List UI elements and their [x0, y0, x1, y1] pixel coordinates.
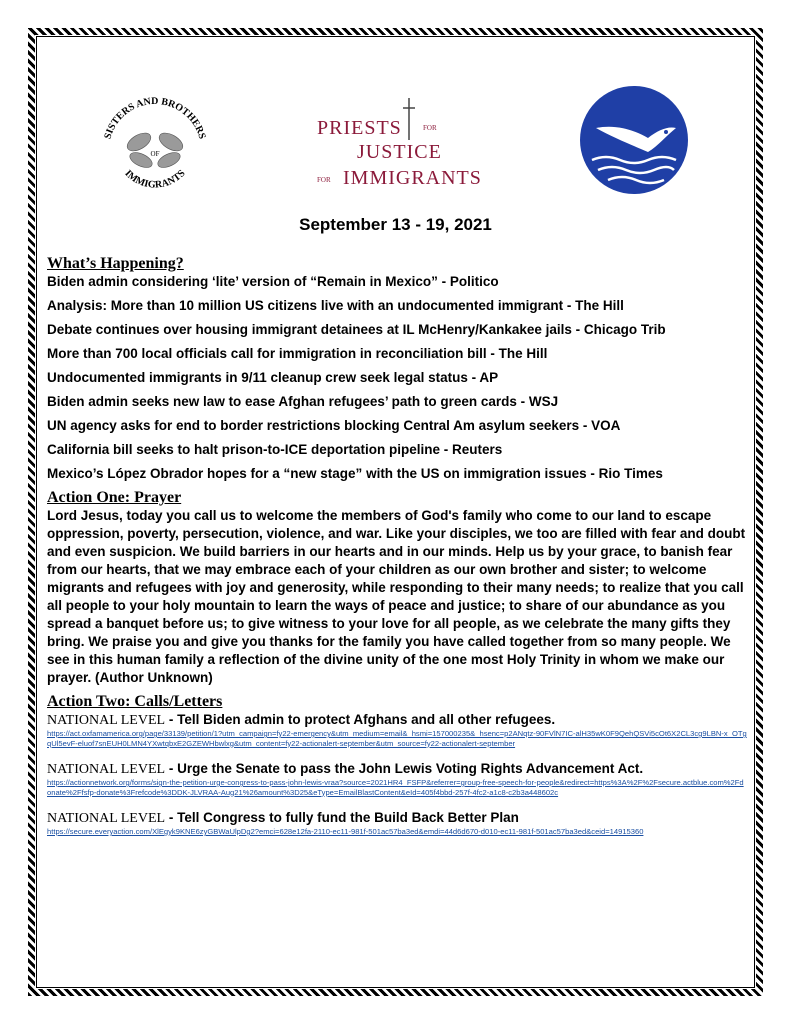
logo-priests-text: PRIESTS — [317, 117, 402, 139]
whats-happening-heading: What’s Happening? — [47, 255, 184, 272]
svg-text:SISTERS AND BROTHERS — [102, 96, 207, 141]
news-item: Debate continues over housing immigrant detainees at IL McHenry/Kankakee jails - Chicago Trib — [47, 322, 666, 337]
cross-icon — [403, 98, 415, 140]
logo-row — [0, 80, 791, 210]
action-two-heading: Action Two: Calls/Letters — [47, 693, 223, 710]
whats-happening-section — [47, 255, 747, 482]
call-text: - Tell Congress to fully fund the Build Back Better Plan — [165, 810, 519, 825]
action-one-section — [47, 489, 747, 687]
call-item — [47, 711, 747, 748]
logo-immigrants-text: IMMIGRANTS — [343, 167, 482, 189]
news-item: Biden admin considering ‘lite’ version of “Remain in Mexico” - Politico — [47, 274, 499, 289]
call-text: - Urge the Senate to pass the John Lewis Voting Rights Advancement Act. — [165, 761, 644, 776]
call-level: NATIONAL LEVEL — [47, 811, 166, 826]
news-item: Biden admin seeks new law to ease Afghan refugees’ path to green cards - WSJ — [47, 394, 559, 409]
dove-logo — [578, 84, 690, 196]
logo-for-text-1: FOR — [423, 124, 437, 132]
call-link[interactable]: https://secure.everyaction.com/XlEgyk9KNE6zyGBWaUlpDg2?emci=628e12fa-2110-ec11-981f-501ac57ba3ed&emdi=44d6d670-d010-ec11-981f-501ac57ba3ed&ceid=14915360 — [47, 827, 644, 836]
svg-text:IMMIGRANTS — [122, 168, 187, 191]
call-level: NATIONAL LEVEL — [47, 713, 166, 728]
news-item: Analysis: More than 10 million US citizens live with an undocumented immigrant - The Hill — [47, 298, 624, 313]
news-item: California bill seeks to halt prison-to-ICE deportation pipeline - Reuters — [47, 442, 503, 457]
call-link[interactable]: https://act.oxfamamerica.org/page/33139/petition/1?utm_campaign=fy22-emergency&utm_medium=email&_hsmi=157000235&_hsenc=p2ANqtz-90FVlN7IC-alH35wK0F9QehQSVi5cOt6X2CL3cg9LBN-x_OTgqUl5evF-eluof7snEUH0LMN4YXwtqbxE2GZEWHbwlxg&utm_content=fy22-actionalert-september&utm_source=fy22-actionalert-september — [47, 729, 747, 748]
logo-text-top: SISTERS AND BROTHERS — [102, 95, 208, 141]
sisters-brothers-logo — [95, 86, 215, 206]
call-link[interactable]: https://actionnetwork.org/forms/sign-the-petition-urge-congress-to-pass-john-lewis-vraa?source=2021HR4_FSFP&referrer=group-free-speech-for-people&redirect=https%3A%2F%2Fsecure.actblue.com%2Fdonate%2Ffsfp-donate%3Frefcode%3DDK-JLVRAA-Aug21%26amount%3D25&eType=EmailBlastContent&eId=405f4bbd-257f-4fc2-a1c8-c2b3a448602c — [47, 778, 744, 797]
call-item — [47, 809, 747, 837]
logo-justice-text: JUSTICE — [357, 141, 442, 163]
call-title — [47, 760, 747, 778]
main-content — [47, 255, 747, 849]
call-title — [47, 809, 747, 827]
date-range: September 13 - 19, 2021 — [299, 215, 492, 234]
logo-for-text-2: FOR — [317, 176, 331, 184]
news-item: Mexico’s López Obrador hopes for a “new stage” with the US on immigration issues - Rio Times — [47, 466, 663, 481]
call-title — [47, 711, 747, 729]
logo-text-mid: OF — [150, 150, 160, 158]
news-item: UN agency asks for end to border restrictions blocking Central Am asylum seekers - VOA — [47, 418, 621, 433]
news-item: Undocumented immigrants in 9/11 cleanup crew seek legal status - AP — [47, 370, 499, 385]
call-text: - Tell Biden admin to protect Afghans and all other refugees. — [165, 712, 556, 727]
prayer-text: Lord Jesus, today you call us to welcome the members of God's family who come to our land to escape oppression, poverty, persecution, violence, and war. Like your disciples, we too are filled with fear and doubt and even suspicion. We build barriers in our hearts and in our minds. Help us by your grace, to banish fear from our hearts, that we may embrace each of your children as our own brother and sister; to welcome migrants and refugees with joy and generosity, while responding to their many needs; to realize that you call all people to your holy mountain to learn the ways of peace and justice; to share of our abundance as you spread a banquet before us; to give witness to your love for all people, as we celebrate the many gifts they bring. We praise you and give you thanks for the family you have called together from so many people. We see in this human family a reflection of the divine unity of the one most Holy Trinity in whom we make our prayer. (Author Unknown) — [47, 508, 746, 685]
call-level: NATIONAL LEVEL — [47, 762, 166, 777]
news-item: More than 700 local officials call for immigration in reconciliation bill - The Hill — [47, 346, 548, 361]
action-two-section — [47, 693, 747, 837]
action-one-heading: Action One: Prayer — [47, 489, 182, 506]
priests-for-justice-logo — [305, 94, 485, 194]
logo-text-bottom: IMMIGRANTS — [122, 168, 188, 191]
call-item — [47, 760, 747, 797]
